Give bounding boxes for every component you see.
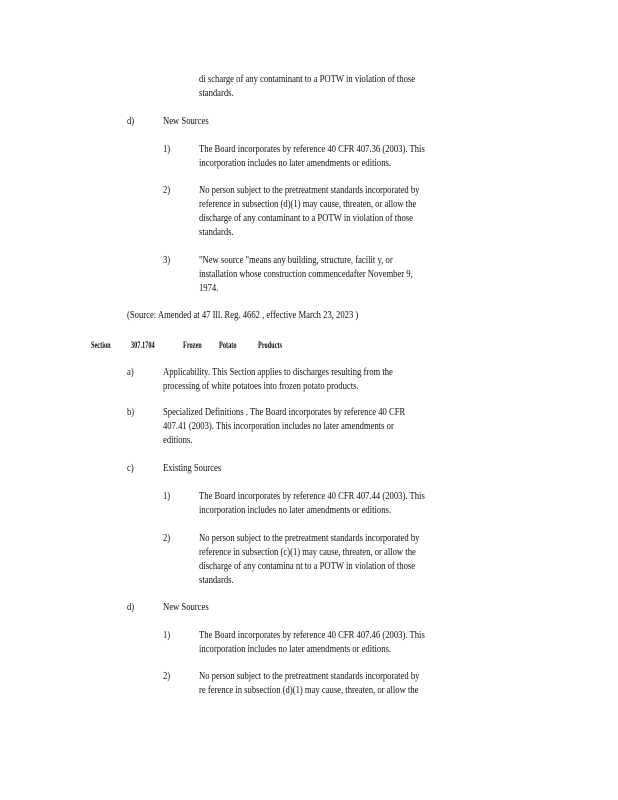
body-line: installation whose construction commencedafter November 9,	[199, 269, 413, 280]
item-label: 1)	[163, 144, 171, 155]
source-note: (Source: Amended at 47 Ill. Reg. 4662 , effective March 23, 2023 )	[127, 310, 359, 321]
body-line: The Board incorporates by reference 40 CFR 407.36 (2003). This	[199, 144, 425, 155]
subsection-title: New Sources	[163, 602, 209, 613]
item-label: 1)	[163, 491, 171, 502]
body-line: reference in subsection (d)(1) may cause, threaten, or allow the	[199, 199, 417, 210]
subsection-label: d)	[127, 116, 135, 127]
section-title: Potato	[219, 340, 237, 350]
section-title: Frozen	[183, 340, 202, 350]
body-line: incorporation includes no later amendments or editions.	[199, 505, 392, 516]
item-label: 3)	[163, 255, 171, 266]
body-line: Specialized Definitions . The Board incorporates by reference 40 CFR	[163, 407, 406, 418]
body-line: 407.41 (2003). This incorporation includes no later amendments or	[163, 421, 394, 432]
body-line: The Board incorporates by reference 40 CFR 407.44 (2003). This	[199, 491, 425, 502]
body-line: No person subject to the pretreatment standards incorporated by	[199, 533, 420, 544]
section-number: Section	[91, 340, 111, 350]
body-line: incorporation includes no later amendments or editions.	[199, 158, 392, 169]
body-line: re ference in subsection (d)(1) may cause, threaten, or allow the	[199, 685, 419, 696]
subsection-label: b)	[127, 407, 135, 418]
subsection-label: d)	[127, 602, 135, 613]
body-line: standards.	[199, 88, 234, 99]
item-label: 2)	[163, 533, 171, 544]
body-line: discharge of any contamina nt to a POTW in violation of those	[199, 561, 416, 572]
body-line: The Board incorporates by reference 40 CFR 407.46 (2003). This	[199, 630, 425, 641]
body-line: di scharge of any contaminant to a POTW in violation of those	[199, 74, 416, 85]
body-line: incorporation includes no later amendments or editions.	[199, 644, 392, 655]
body-line: discharge of any contaminant to a POTW in violation of those	[199, 213, 413, 224]
body-line: reference in subsection (c)(1) may cause, threaten, or allow the	[199, 547, 416, 558]
item-label: 2)	[163, 671, 171, 682]
item-label: 2)	[163, 185, 171, 196]
body-line: 1974.	[199, 283, 219, 294]
subsection-label: c)	[127, 463, 134, 474]
subsection-label: a)	[127, 367, 134, 378]
body-line: editions.	[163, 435, 193, 446]
body-line: standards.	[199, 575, 234, 586]
body-line: Applicability. This Section applies to discharges resulting from the	[163, 367, 393, 378]
body-line: No person subject to the pretreatment standards incorporated by	[199, 671, 420, 682]
body-line: No person subject to the pretreatment standards incorporated by	[199, 185, 420, 196]
section-number: 307.1704	[131, 340, 155, 350]
subsection-title: New Sources	[163, 116, 209, 127]
body-line: standards.	[199, 227, 234, 238]
section-title: Products	[258, 340, 283, 350]
subsection-title: Existing Sources	[163, 463, 222, 474]
item-label: 1)	[163, 630, 171, 641]
body-line: processing of white potatoes into frozen potato products.	[163, 381, 359, 392]
body-line: "New source "means any building, structure, facilit y, or	[199, 255, 393, 266]
